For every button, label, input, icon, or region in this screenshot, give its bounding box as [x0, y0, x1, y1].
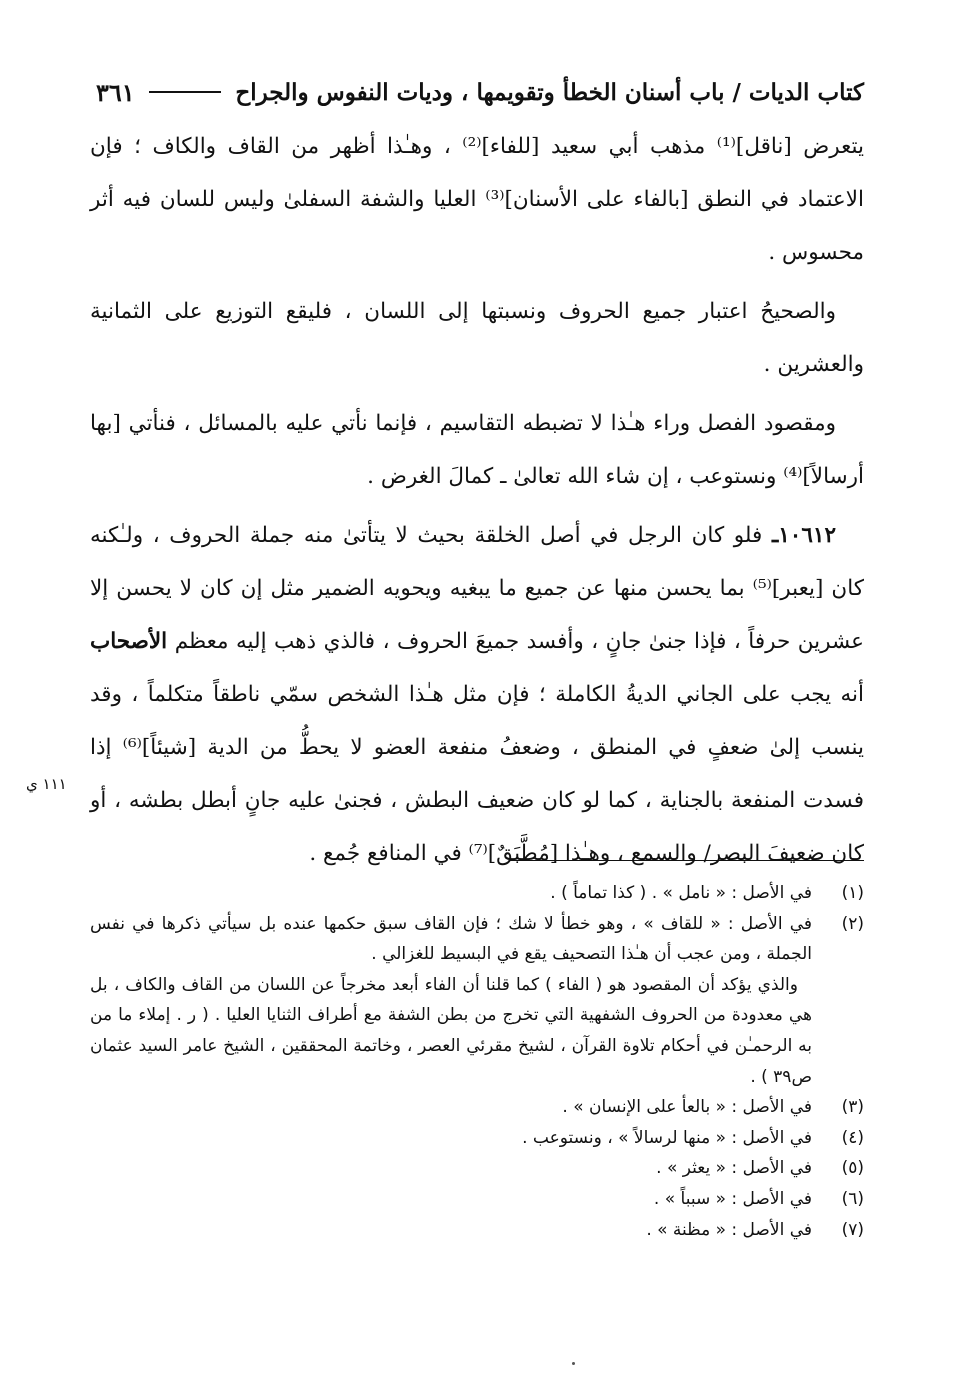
footnote-text: في الأصل : « مظنة » . [646, 1219, 812, 1240]
footnote-text: في الأصل : « منها لرسالاً » ، ونستوعب . [522, 1127, 812, 1148]
footnote-7 [90, 1215, 864, 1246]
footnote-1 [90, 878, 864, 909]
footnote-3 [90, 1092, 864, 1123]
issue-number: ١٠٦١٢ـ [771, 523, 836, 548]
footnote-number: (٥) [841, 1158, 864, 1179]
paragraph-4-part-1: فلو كان الرجل في أصل الخلقة بحيث لا يتأتىٰ منه جملة الحروف ، ولـٰكنه كان [يعبر]⁽⁵⁾ بما يحسن منها عن جميع ما يبغيه ويحويه الضمير مثل إن كان لا يحسن إلا عشرين حرفاً ، فإذا جنىٰ جانٍ ، وأفسد جميعَ الحروف ، فالذي ذهب إليه معظم [90, 523, 865, 654]
footnote-2 [90, 909, 864, 970]
paragraph-4-bold-term: الأصحاب [90, 629, 168, 654]
footnotes [90, 878, 864, 1245]
scan-speck [572, 1362, 575, 1365]
paragraph-3: ومقصود الفصل وراء هـٰذا لا تضبطه التقاسيم ، فإنما نأتي عليه بالمسائل ، فنأتي [بها أرسالاً]⁽⁴⁾ ونستوعب ، إن شاء الله تعالىٰ ـ كمالَ الغرض . [90, 411, 864, 489]
page-number: ٣٦١ [96, 77, 135, 107]
footnote-text: في الأصل : « نامل » . ( كذا تماماً ) . [550, 883, 812, 903]
footnote-number: (٧) [841, 1219, 864, 1240]
footnote-5 [90, 1153, 864, 1184]
footnote-text: في الأصل : « سبباً » . [653, 1188, 812, 1209]
header-rule [149, 91, 222, 93]
footnote-6 [90, 1184, 864, 1215]
footnote-4 [90, 1123, 864, 1154]
footnote-2-continuation: والذي يؤكد أن المقصود هو ( الفاء ) كما قلنا أن الفاء أبعد مخرجاً عن اللسان من القاف والكاف ، بل هي معدودة من الحروف الشفهية التي تخرج من بطن الشفة مع أطراف الثنايا العليا . ( ر . إملاء ما من به الرحمـٰن في أحكام تلاوة القرآن ، لشيخ مقرئي العصر ، وخاتمة المحققين ، الشيخ عامر السيد عثمان ص٣٩ ) . [90, 974, 812, 1087]
footnote-number: (٤) [841, 1127, 864, 1148]
header-title: كتاب الديات / باب أسنان الخطأ وتقويمها ، وديات النفوس والجراح [235, 78, 864, 106]
footnote-number: (٢) [841, 913, 864, 934]
footnote-text: في الأصل : « للقاف » ، وهو خطأ لا شك ؛ فإن القاف سبق حكمها عنده بل سيأتي ذكرها في نفس الجملة ، ومن عجب أن هـٰذا التصحيف يقع في البسيط للغزالي . [90, 913, 812, 965]
paragraph-4-part-2: أنه يجب على الجاني الديةُ الكاملة ؛ فإن مثل هـٰذا الشخص سمّي ناطقاً متكلماً ، وقد ينسب إلىٰ ضعفٍ في المنطق ، وضعفُ منفعة العضو لا يحطُّ من الدية [شيئاً]⁽⁶⁾ إذا فسدت المنفعة بالجناية ، كما لو كان ضعيف البطش ، فجنىٰ عليه جانٍ أبطل بطشه ، أو كان ضعيفَ البصر/ والسمع ، وهـٰذا [مُطَّبَقٌ]⁽⁷⁾ في المنافع جُمع . [90, 682, 864, 866]
main-text [90, 120, 864, 880]
paragraph-4 [90, 509, 864, 880]
paragraph-2: والصحيحُ اعتبار جميع الحروف ونسبتها إلى اللسان ، فليقع التوزيع على الثمانية والعشرين . [90, 299, 864, 377]
running-header [96, 72, 864, 112]
footnote-number: (٦) [841, 1188, 864, 1209]
manuscript-folio-note: ١١١ ي [26, 775, 67, 793]
footnote-number: (٣) [841, 1097, 864, 1118]
footnote-separator [509, 860, 864, 861]
paragraph-1: يتعرض [ناقل]⁽¹⁾ مذهب أبي سعيد [للفاء]⁽²⁾ ، وهـٰذا أظهر من القاف والكاف ؛ فإن الاعتماد في النطق [بالفاء على الأسنان]⁽³⁾ العليا والشفة السفلىٰ وليس للسان فيه أثر محسوس . [90, 134, 865, 265]
footnote-text: في الأصل : « يعثر » . [656, 1158, 812, 1179]
footnote-text: في الأصل : « بالعأ على الإنسان » . [562, 1097, 812, 1118]
footnote-number: (١) [841, 883, 864, 903]
